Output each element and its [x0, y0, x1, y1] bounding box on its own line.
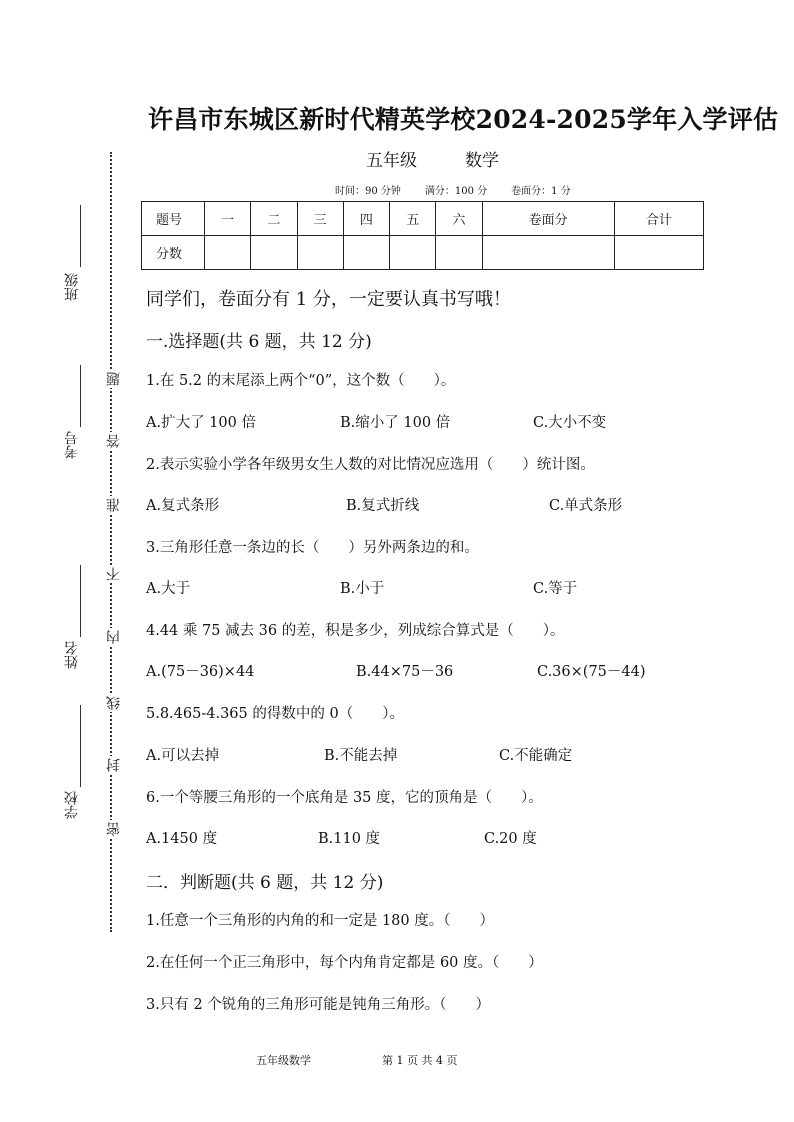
q1-option-a[interactable]: A.扩大了 100 倍: [146, 415, 256, 431]
section2-title: 二．判断题(共 6 题，共 12 分): [146, 873, 384, 893]
time-info: 时间：90 分钟: [335, 186, 401, 197]
subject-label: 数学: [465, 151, 499, 171]
exam-number-fill-line[interactable]: [80, 365, 82, 427]
q3-option-a[interactable]: A.大于: [146, 581, 191, 597]
grade-label: 五年级: [366, 151, 417, 171]
score-table-score-row: [142, 236, 704, 270]
sidebar-school-field: [58, 705, 82, 835]
question-5: 5.8.465-4.365 的得数中的 0（ ）。: [146, 706, 404, 722]
binding-char: 封: [106, 758, 122, 772]
score-table-header-cell: 二: [251, 202, 297, 236]
score-table-header-cell: 合计: [614, 202, 703, 236]
score-table-header-row: [142, 202, 704, 236]
score-cell[interactable]: [297, 236, 343, 270]
exam-info: [335, 182, 595, 197]
exam-title: 许昌市东城区新时代精英学校2024-2025学年入学评估: [148, 105, 779, 134]
sidebar-class-field: [58, 205, 82, 305]
q6-option-a[interactable]: A.1450 度: [146, 831, 218, 847]
question-1: 1.在 5.2 的末尾添上两个“0”，这个数（ ）。: [146, 373, 456, 389]
school-fill-line[interactable]: [80, 705, 82, 787]
footer-left: 五年级数学: [256, 1054, 311, 1067]
q2-option-c[interactable]: C.单式条形: [549, 498, 623, 514]
binding-char: 答: [106, 434, 122, 448]
score-table: [141, 201, 704, 270]
class-fill-line[interactable]: [80, 205, 82, 267]
score-cell[interactable]: [251, 236, 297, 270]
q6-option-c[interactable]: C.20 度: [484, 831, 537, 847]
q5-option-b[interactable]: B.不能去掉: [324, 748, 398, 764]
section1-title: 一.选择题(共 6 题，共 12 分): [146, 332, 372, 352]
score-cell[interactable]: [390, 236, 436, 270]
name-label: 姓名: [64, 641, 80, 669]
q2-option-b[interactable]: B.复式折线: [346, 498, 420, 514]
judge-question-1: 1.任意一个三角形的内角的和一定是 180 度。（ ）: [146, 913, 494, 929]
binding-char: 线: [106, 696, 122, 710]
judge-question-2: 2.在任何一个正三角形中，每个内角肯定都是 60 度。（ ）: [146, 955, 543, 971]
q6-option-b[interactable]: B.110 度: [318, 831, 381, 847]
score-table-header-cell: 四: [343, 202, 389, 236]
q3-option-c[interactable]: C.等于: [533, 581, 578, 597]
name-fill-line[interactable]: [80, 565, 82, 637]
q4-option-a[interactable]: A.(75－36)×44: [146, 664, 255, 680]
sidebar-exam-number-field: [58, 365, 82, 465]
exam-number-label: 考号: [64, 431, 80, 459]
exam-subtitle: [366, 146, 547, 171]
score-table-header-cell: 题号: [142, 202, 205, 236]
question-6: 6.一个等腰三角形的一个底角是 35 度，它的顶角是（ ）。: [146, 790, 543, 806]
q3-option-b[interactable]: B.小于: [340, 581, 385, 597]
q1-option-c[interactable]: C.大小不变: [533, 415, 607, 431]
q1-option-b[interactable]: B.缩小了 100 倍: [340, 415, 451, 431]
q5-option-c[interactable]: C.不能确定: [499, 748, 573, 764]
binding-char: 密: [106, 822, 122, 836]
score-table-header-cell: 三: [297, 202, 343, 236]
q5-option-a[interactable]: A.可以去掉: [146, 748, 220, 764]
score-table-header-cell: 一: [205, 202, 251, 236]
score-table-header-cell: 卷面分: [482, 202, 614, 236]
score-table-header-cell: 六: [436, 202, 482, 236]
question-2: 2.表示实验小学各年级男女生人数的对比情况应选用（ ）统计图。: [146, 457, 595, 473]
score-cell[interactable]: [436, 236, 482, 270]
neatness-info: 卷面分：1 分: [511, 186, 571, 197]
score-cell[interactable]: [343, 236, 389, 270]
footer-page-number: 第 1 页 共 4 页: [382, 1054, 458, 1067]
school-label: 学校: [64, 791, 80, 819]
q4-option-c[interactable]: C.36×(75－44): [537, 664, 646, 680]
score-cell[interactable]: [614, 236, 703, 270]
score-row-label: 分数: [142, 236, 205, 270]
sidebar-name-field: [58, 565, 82, 685]
class-label: 班级: [64, 273, 80, 301]
judge-question-3: 3.只有 2 个锐角的三角形可能是钝角三角形。（ ）: [146, 997, 491, 1013]
question-4: 4.44 乘 75 减去 36 的差，积是多少，列成综合算式是（ ）。: [146, 623, 565, 639]
q2-option-a[interactable]: A.复式条形: [146, 498, 220, 514]
notice-text: 同学们，卷面分有 1 分，一定要认真书写哦！: [146, 289, 511, 310]
binding-char: 准: [106, 498, 122, 512]
score-cell[interactable]: [205, 236, 251, 270]
binding-char: 不: [106, 567, 122, 581]
full-score-info: 满分：100 分: [424, 186, 488, 197]
binding-char: 题: [106, 372, 122, 386]
score-cell[interactable]: [482, 236, 614, 270]
question-3: 3.三角形任意一条边的长（ ）另外两条边的和。: [146, 540, 479, 556]
binding-dotted-line: [110, 152, 112, 932]
q4-option-b[interactable]: B.44×75－36: [356, 664, 454, 680]
binding-char: 内: [106, 630, 122, 644]
score-table-header-cell: 五: [390, 202, 436, 236]
